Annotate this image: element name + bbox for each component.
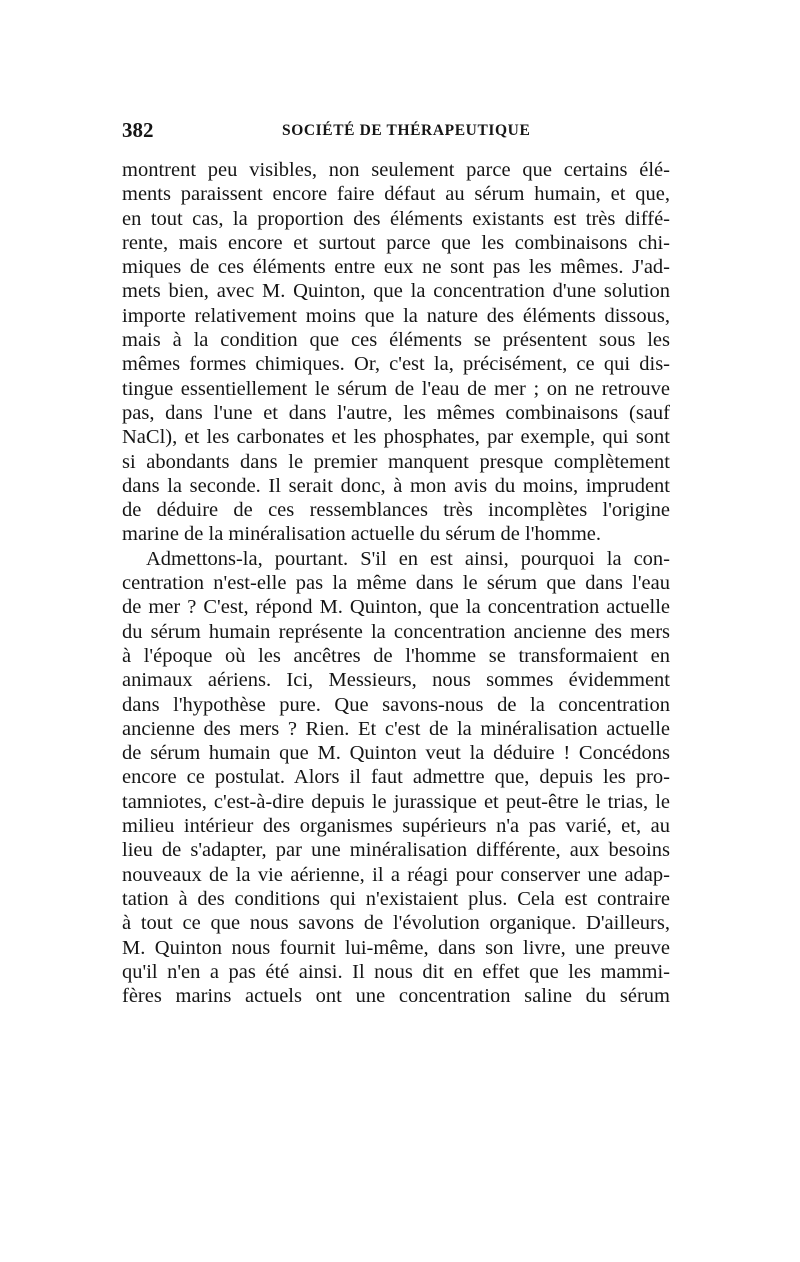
running-title: SOCIÉTÉ DE THÉRAPEUTIQUE	[282, 122, 531, 139]
text-line: nouveaux de la vie aérienne, il a réagi pour conserver une adap-	[122, 863, 670, 886]
text-line: à tout ce que nous savons de l'évolution organique. D'ailleurs,	[122, 912, 670, 935]
text-line: centration n'est-elle pas la même dans le sérum que dans l'eau	[122, 572, 670, 595]
text-line: encore ce postulat. Alors il faut admettre que, depuis les pro-	[122, 766, 670, 789]
text-line: M. Quinton nous fournit lui-même, dans son livre, une preuve	[122, 936, 670, 959]
text-line: mais à la condition que ces éléments se présentent sous les	[122, 329, 670, 352]
text-line: de mer ? C'est, répond M. Quinton, que la concentration actuelle	[122, 596, 670, 619]
text-line: du sérum humain représente la concentration ancienne des mers	[122, 620, 670, 643]
text-line: montrent peu visibles, non seulement parce que certains élé-	[122, 159, 670, 181]
text-line: miques de ces éléments entre eux ne sont pas les mêmes. J'ad-	[122, 256, 670, 279]
text-line: mets bien, avec M. Quinton, que la concentration d'une solution	[122, 280, 670, 303]
text-line: si abondants dans le premier manquent presque complètement	[122, 450, 670, 473]
text-line: animaux aériens. Ici, Messieurs, nous sommes évidemment	[122, 669, 670, 692]
text-line: Admettons-la, pourtant. S'il en est ainsi, pourquoi la con-	[146, 547, 670, 570]
text-line: importe relativement moins que la nature des éléments dissous,	[122, 304, 670, 327]
text-line: fères marins actuels ont une concentration saline du sérum	[122, 985, 670, 1008]
text-line: de sérum humain que M. Quinton veut la déduire ! Concédons	[122, 742, 670, 765]
text-line: rente, mais encore et surtout parce que les combinaisons chi-	[122, 231, 670, 254]
text-line: tation à des conditions qui n'existaient plus. Cela est contraire	[122, 887, 670, 910]
text-line: marine de la minéralisation actuelle du sérum de l'homme.	[122, 523, 602, 546]
text-line: tingue essentiellement le sérum de l'eau de mer ; on ne retrouve	[122, 377, 670, 400]
text-line: en tout cas, la proportion des éléments existants est très diffé-	[122, 207, 670, 230]
text-line: tamniotes, c'est-à-dire depuis le jurassique et peut-être le trias, le	[122, 790, 670, 813]
text-line: de déduire de ces ressemblances très incomplètes l'origine	[122, 499, 670, 522]
text-line: NaCl), et les carbonates et les phosphates, par exemple, qui sont	[122, 426, 670, 449]
text-line: milieu intérieur des organismes supérieurs n'a pas varié, et, au	[122, 815, 670, 838]
body-text	[122, 158, 670, 1008]
text-line: ments paraissent encore faire défaut au sérum humain, et que,	[122, 183, 670, 206]
text-line: ancienne des mers ? Rien. Et c'est de la minéralisation actuelle	[122, 717, 670, 740]
text-line: dans la seconde. Il serait donc, à mon avis du moins, imprudent	[122, 474, 670, 497]
text-line: qu'il n'en a pas été ainsi. Il nous dit en effet que les mammi-	[122, 960, 670, 983]
page-number: 382	[122, 118, 154, 142]
text-line: pas, dans l'une et dans l'autre, les mêmes combinaisons (sauf	[122, 401, 670, 424]
text-line: à l'époque où les ancêtres de l'homme se transformaient en	[122, 644, 670, 667]
text-line: mêmes formes chimiques. Or, c'est la, précisément, ce qui dis-	[122, 353, 670, 376]
text-line: lieu de s'adapter, par une minéralisation différente, aux besoins	[122, 839, 670, 862]
text-line: dans l'hypothèse pure. Que savons-nous de la concentration	[122, 693, 670, 716]
